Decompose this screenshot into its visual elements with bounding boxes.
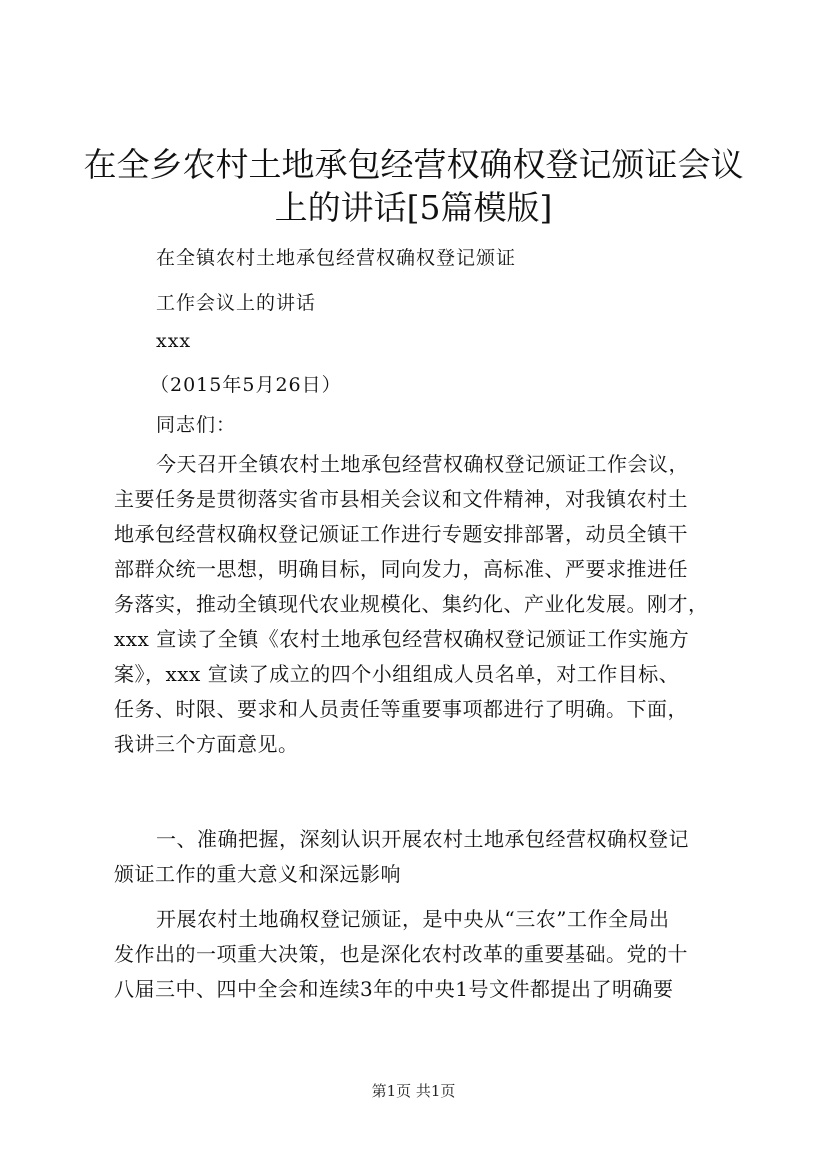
text-line: 任务、时限、要求和人员责任等重要事项都进行了明确。下面， xyxy=(114,697,688,721)
text-line: 主要任务是贯彻落实省市县相关会议和文件精神，对我镇农村土 xyxy=(114,487,688,511)
text-line: 今天召开全镇农村土地承包经营权确权登记颁证工作会议， xyxy=(156,452,689,476)
text-line: 发作出的一项重大决策，也是深化农村改革的重要基础。党的十 xyxy=(114,942,688,966)
text-line: 开展农村土地确权登记颁证，是中央从“三农”工作全局出 xyxy=(156,907,670,931)
text-line: 颁证工作的重大意义和深远影响 xyxy=(114,862,401,886)
text-line: 部群众统一思想，明确目标，同向发力，高标准、严要求推进任 xyxy=(114,557,688,581)
salutation: 同志们： xyxy=(156,414,237,436)
date: （2015年5月26日） xyxy=(150,374,342,396)
subtitle-line: 工作会议上的讲话 xyxy=(156,292,317,314)
text-line: 我讲三个方面意见。 xyxy=(114,732,299,756)
text-line: xxx 宣读了全镇《农村土地承包经营权确权登记颁证工作实施方 xyxy=(114,627,690,651)
text-line: 务落实，推动全镇现代农业规模化、集约化、产业化发展。刚才， xyxy=(114,592,709,616)
text-line: 八届三中、四中全会和连续3年的中央1号文件都提出了明确要 xyxy=(114,977,674,1001)
title-line: 在全乡农村土地承包经营权确权登记颁证会议 xyxy=(83,145,744,184)
paragraph xyxy=(114,447,724,762)
document-title xyxy=(80,143,747,229)
section-heading xyxy=(114,822,724,892)
text-line: 一、准确把握，深刻认识开展农村土地承包经营权确权登记 xyxy=(156,827,689,851)
title-line: 上的讲话[5篇模版] xyxy=(274,188,553,227)
paragraph xyxy=(114,902,724,1007)
page-footer: 第1页 共1页 xyxy=(371,1082,456,1100)
author: xxx xyxy=(156,330,192,352)
subtitle-line: 在全镇农村土地承包经营权确权登记颁证 xyxy=(156,247,517,269)
text-line: 案》，xxx 宣读了成立的四个小组组成人员名单，对工作目标、 xyxy=(114,662,680,686)
text-line: 地承包经营权确权登记颁证工作进行专题安排部署，动员全镇干 xyxy=(114,522,688,546)
